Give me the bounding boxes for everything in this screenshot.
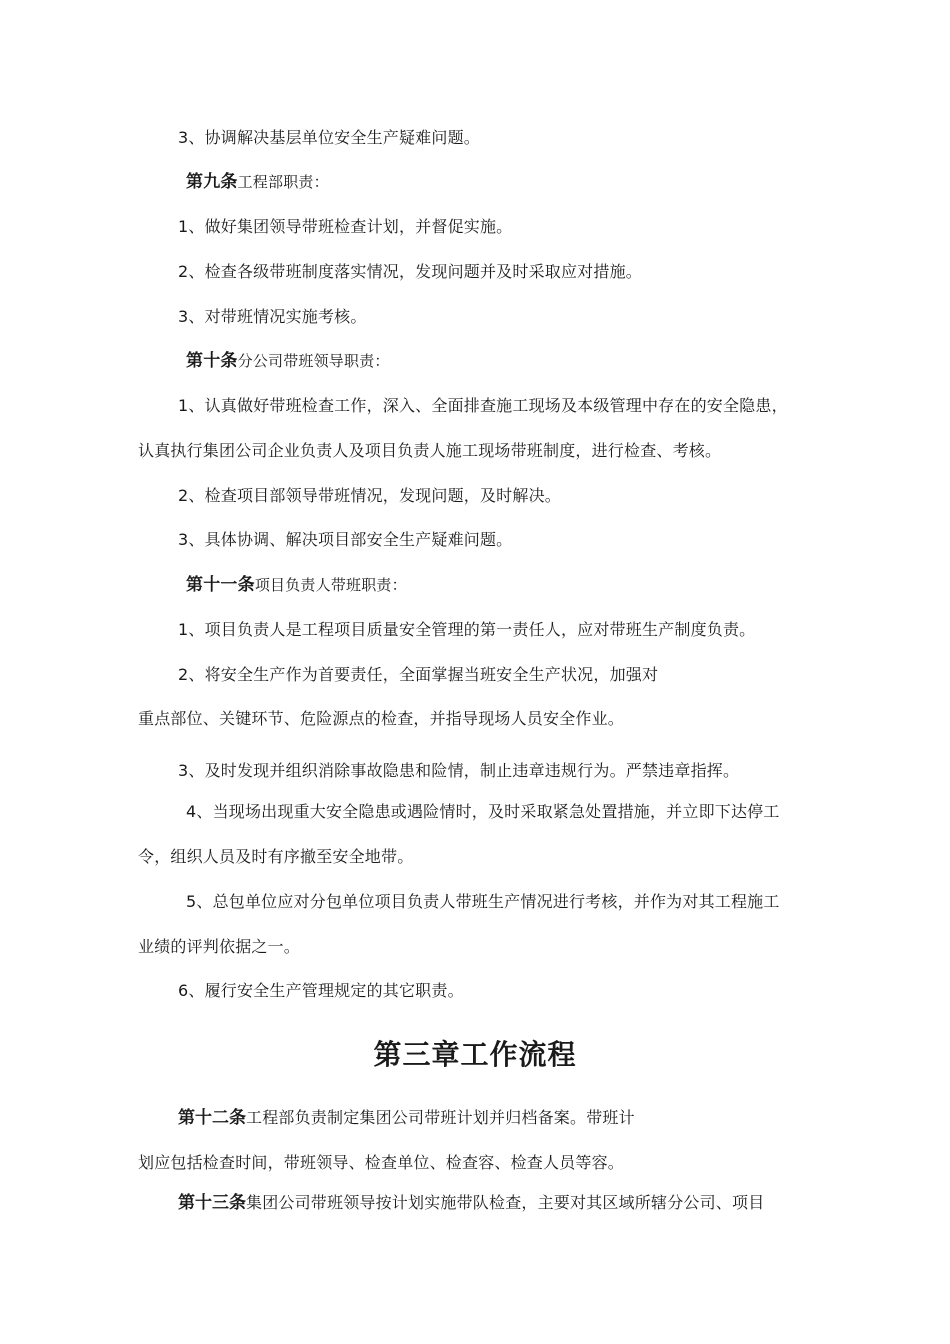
paragraph-line: 4、当现场出现重大安全隐患或遇险情时，及时采取紧急处置措施，并立即下达停工 [186, 802, 780, 821]
paragraph-line: 业绩的评判依据之一。 [138, 937, 301, 956]
paragraph-line: 3、及时发现并组织消除事故隐患和险情，制止违章违规行为。严禁违章指挥。 [178, 761, 740, 780]
article-title: 分公司带班领导职责： [237, 352, 390, 370]
paragraph-line: 1、项目负责人是工程项目质量安全管理的第一责任人，应对带班生产制度负责。 [178, 620, 756, 639]
paragraph-line: 1、认真做好带班检查工作，深入、全面排查施工现场及本级管理中存在的安全隐患， [178, 396, 788, 415]
paragraph-line: 重点部位、关键环节、危险源点的检查，并指导现场人员安全作业。 [138, 709, 625, 728]
article-text: 集团公司带班领导按计划实施带队检查，主要对其区域所辖分公司、项目 [246, 1193, 765, 1212]
paragraph-line: 3、具体协调、解决项目部安全生产疑难问题。 [178, 530, 513, 549]
paragraph-line: 5、总包单位应对分包单位项目负责人带班生产情况进行考核，并作为对其工程施工 [186, 892, 780, 911]
paragraph-line: 3、协调解决基层单位安全生产疑难问题。 [178, 128, 480, 147]
article-heading [178, 1192, 764, 1214]
paragraph-line: 3、对带班情况实施考核。 [178, 307, 367, 326]
article-number: 第十二条 [178, 1108, 246, 1128]
paragraph-line: 1、做好集团领导带班检查计划，并督促实施。 [178, 217, 513, 236]
article-number: 第十条 [186, 351, 238, 371]
article-number: 第十一条 [186, 575, 255, 595]
article-text: 工程部负责制定集团公司带班计划并归档备案。带班计 [246, 1108, 635, 1127]
article-title: 项目负责人带班职责： [254, 576, 407, 594]
paragraph-line: 认真执行集团公司企业负责人及项目负责人施工现场带班制度，进行检查、考核。 [138, 441, 722, 460]
paragraph-line: 6、履行安全生产管理规定的其它职责。 [178, 981, 464, 1000]
paragraph-line: 2、检查项目部领导带班情况，发现问题，及时解决。 [178, 486, 561, 505]
article-heading [186, 350, 390, 372]
article-number: 第十三条 [178, 1193, 246, 1213]
paragraph-line: 2、检查各级带班制度落实情况，发现问题并及时采取应对措施。 [178, 262, 642, 281]
paragraph-line: 令，组织人员及时有序撤至安全地带。 [138, 847, 414, 866]
chapter-title: 第三章工作流程 [373, 1038, 577, 1071]
article-number: 第九条 [186, 172, 238, 192]
article-title: 工程部职责： [237, 173, 329, 191]
article-heading [186, 171, 329, 193]
article-heading [186, 574, 407, 596]
paragraph-line: 2、将安全生产作为首要责任，全面掌握当班安全生产状况，加强对 [178, 665, 659, 684]
article-heading [178, 1107, 635, 1129]
paragraph-line: 划应包括检查时间，带班领导、检查单位、检查容、检查人员等容。 [138, 1153, 625, 1172]
